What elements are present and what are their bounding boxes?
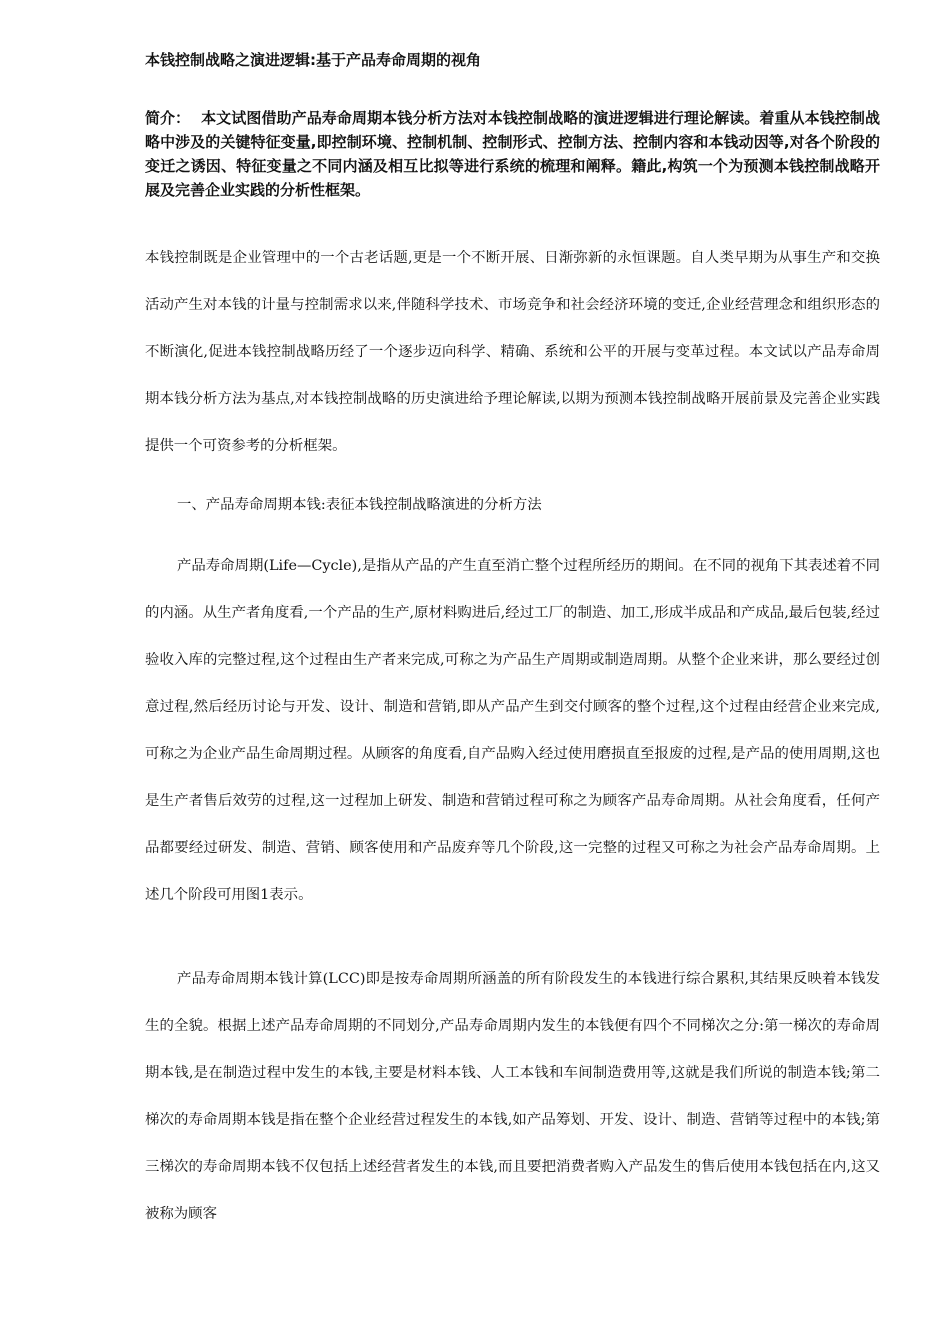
paragraph-lifecycle: 产品寿命周期(Life—Cycle),是指从产品的产生直至消亡整个过程所经历的期间。在不同的视角下其表述着不同的内涵。从生产者角度看,一个产品的生产,原材料购进后,经过工厂的制造、加工,形成半成品和产成品,最后包装,经过验收入库的完整过程,这个过程由生产者来完成,可称之为产品生产周期或制造周期。从整个企业来讲，那么要经过创意过程,然后经历讨论与开发、设计、制造和营销,即从产品产生到交付顾客的整个过程,这个过程由经营企业来完成,可称之为企业产品生命周期过程。从顾客的角度看,自产品购入经过使用磨损直至报废的过程,是产品的使用周期,这也是生产者售后效劳的过程,这一过程加上研发、制造和营销过程可称之为顾客产品寿命周期。从社会角度看，任何产品都要经过研发、制造、营销、顾客使用和产品废弃等几个阶段,这一完整的过程又可称之为社会产品寿命周期。上述几个阶段可用图1表示。 <box>145 558 880 903</box>
paragraph-lcc: 产品寿命周期本钱计算(LCC)即是按寿命周期所涵盖的所有阶段发生的本钱进行综合累积,其结果反映着本钱发生的全貌。根据上述产品寿命周期的不同划分,产品寿命周期内发生的本钱便有四个不同梯次之分:第一梯次的寿命周期本钱,是在制造过程中发生的本钱,主要是材料本钱、人工本钱和车间制造费用等,这就是我们所说的制造本钱;第二梯次的寿命周期本钱是指在整个企业经营过程发生的本钱,如产品筹划、开发、设计、制造、营销等过程中的本钱;第三梯次的寿命周期本钱不仅包括上述经营者发生的本钱,而且要把消费者购入产品发生的售后使用本钱包括在内,这又被称为顾客 <box>145 971 880 1222</box>
paragraph-intro: 本钱控制既是企业管理中的一个古老话题,更是一个不断开展、日渐弥新的永恒课题。自人类早期为从事生产和交换活动产生对本钱的计量与控制需求以来,伴随科学技术、市场竞争和社会经济环境的变迁,企业经营理念和组织形态的不断演化,促进本钱控制战略历经了一个逐步迈向科学、精确、系统和公平的开展与变革过程。本文试以产品寿命周期本钱分析方法为基点,对本钱控制战略的历史演进给予理论解读,以期为预测本钱控制战略开展前景及完善企业实践提供一个可资参考的分析框架。 <box>145 250 880 454</box>
section-heading: 一、产品寿命周期本钱:表征本钱控制战略演进的分析方法 <box>177 497 542 513</box>
abstract <box>145 106 880 202</box>
abstract-label: 简介： <box>145 109 191 127</box>
abstract-text: 本文试图借助产品寿命周期本钱分析方法对本钱控制战略的演进逻辑进行理论解读。着重从本钱控制战略中涉及的关键特征变量,即控制环境、控制机制、控制形式、控制方法、控制内容和本钱动因等,对各个阶段的变迁之诱因、特征变量之不同内涵及相互比拟等进行系统的梳理和阐释。籍此,构筑一个为预测本钱控制战略开展及完善企业实践的分析性框架。 <box>145 109 880 199</box>
document-title: 本钱控制战略之演进逻辑:基于产品寿命周期的视角 <box>145 51 482 69</box>
